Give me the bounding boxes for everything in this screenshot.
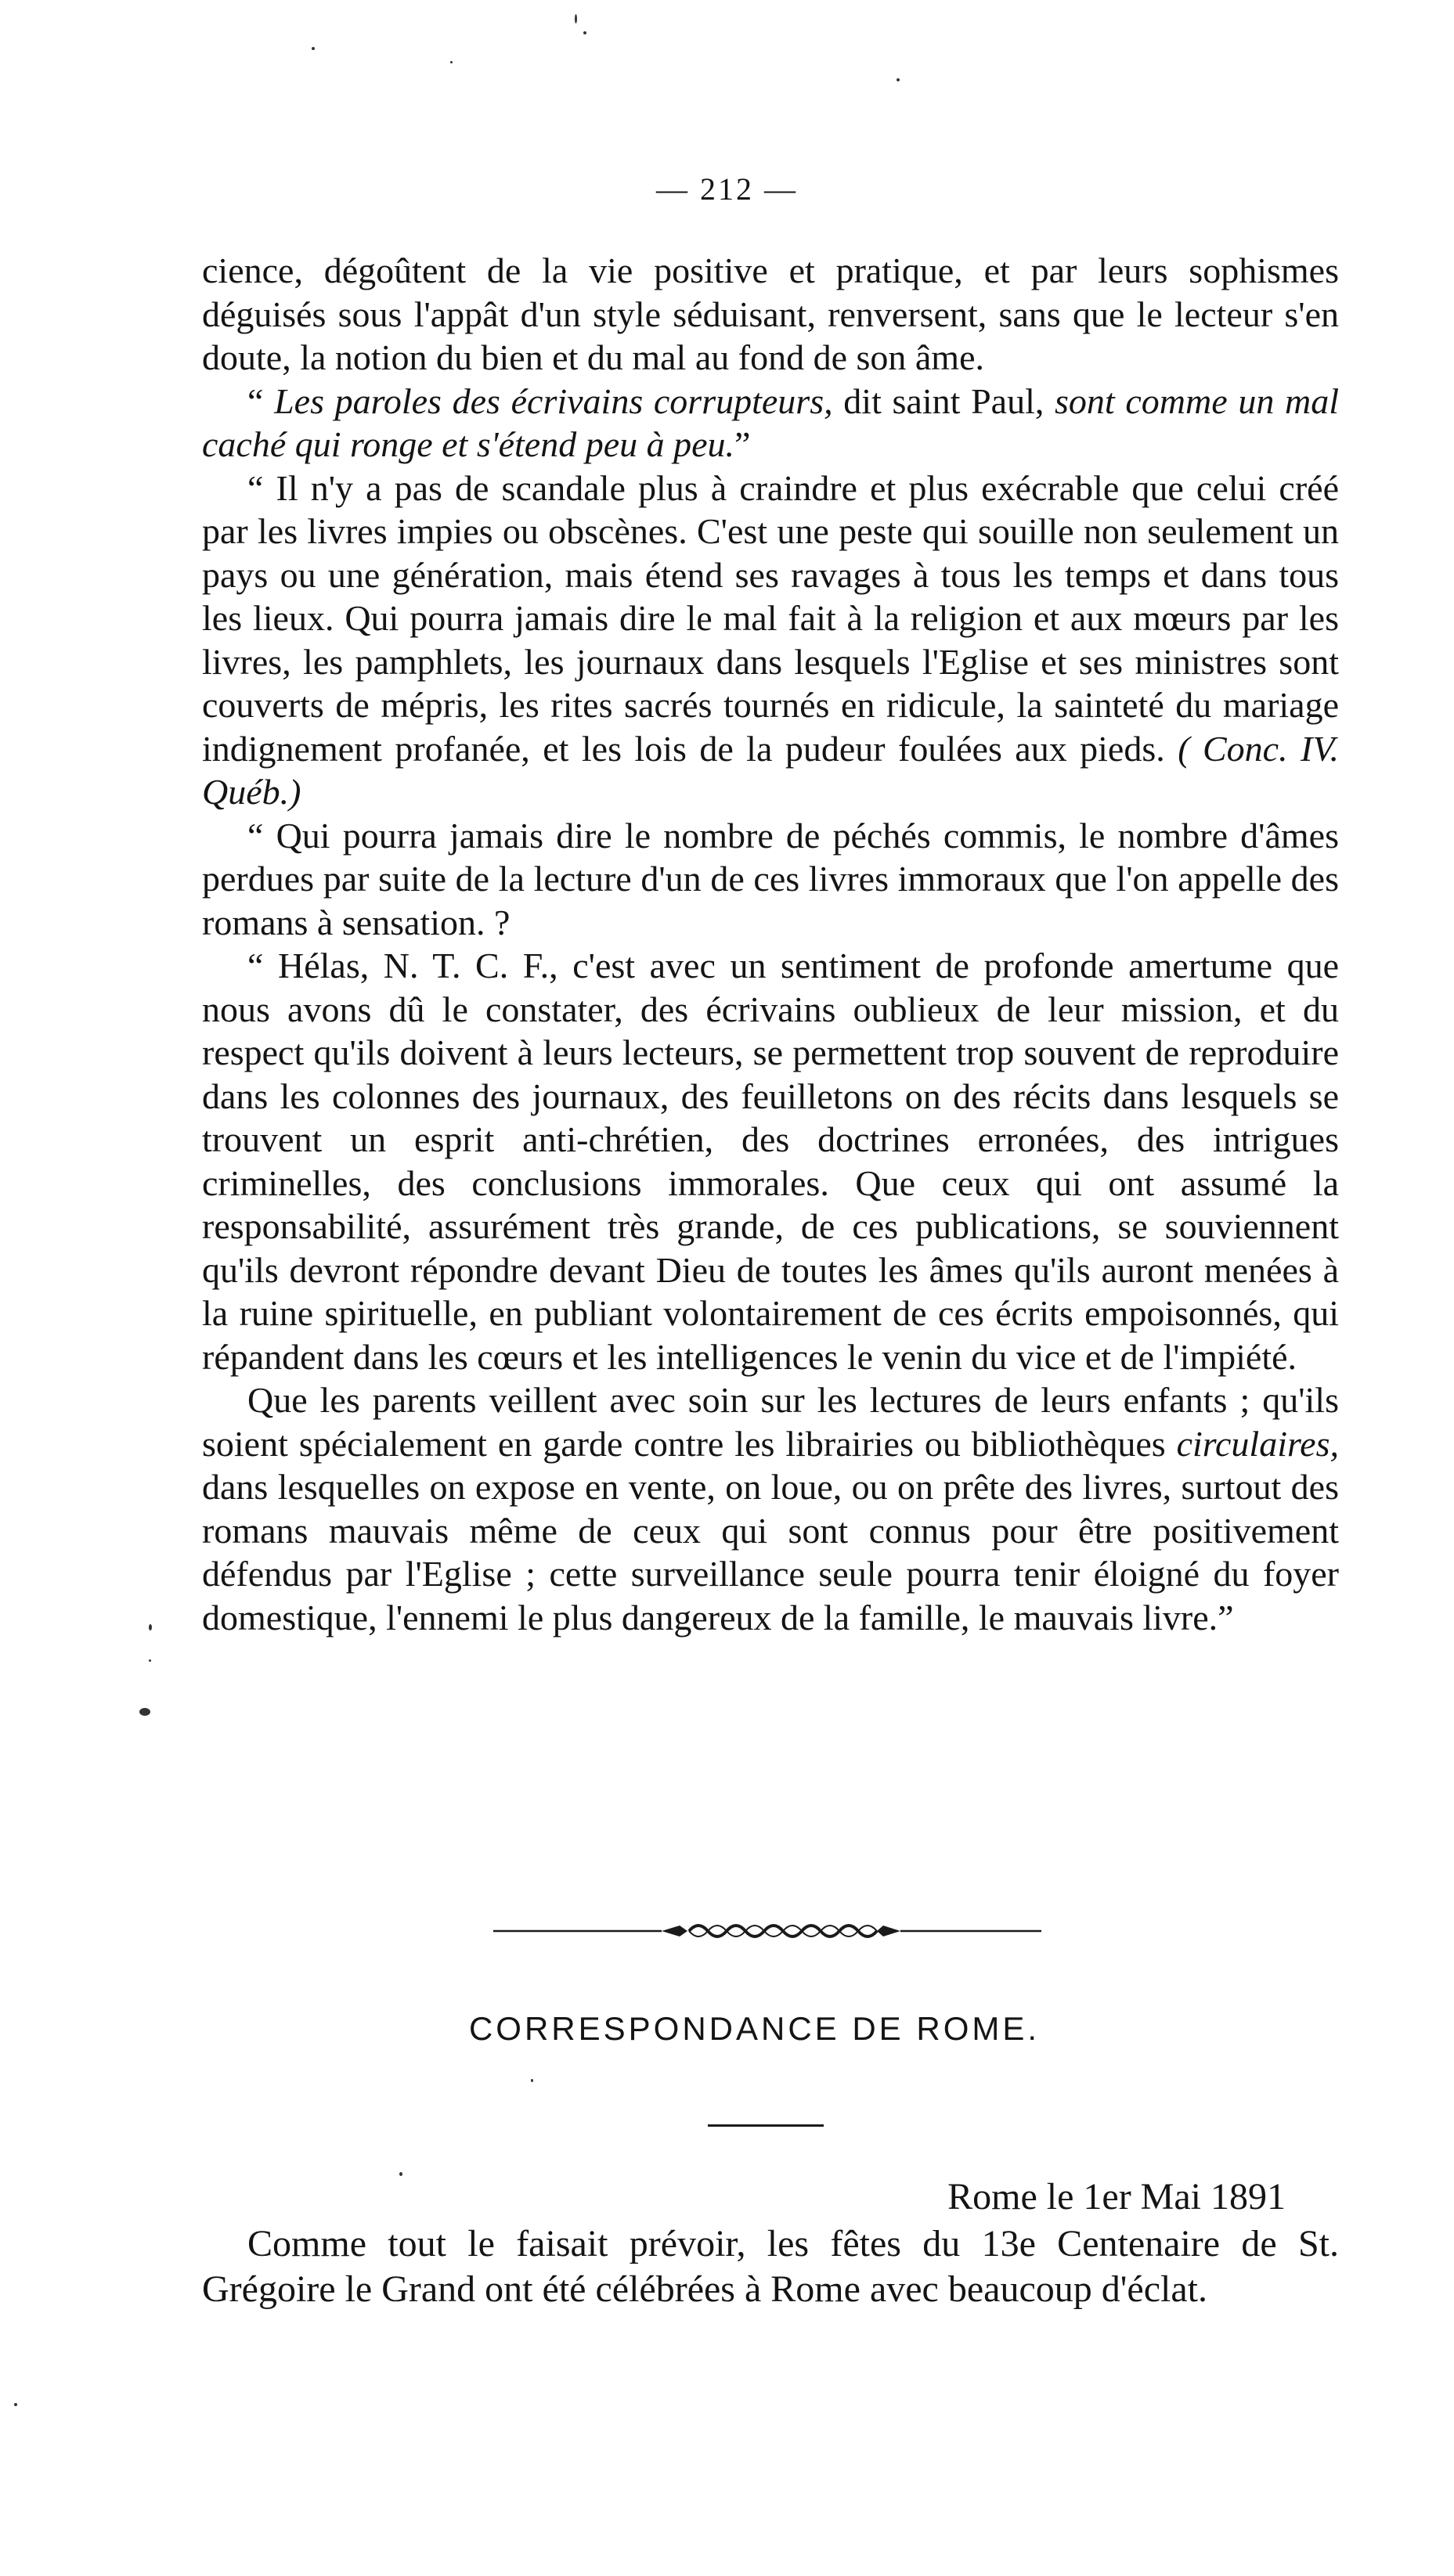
scan-speck [583,31,586,34]
scan-speck [149,1659,151,1662]
italic-text: Les paroles des écrivains corrupteurs, [274,380,833,421]
ornamental-divider [493,1919,1041,1943]
paragraph-text: dit saint Paul, [832,380,1055,421]
paragraph [202,380,1339,467]
scan-speck [149,1624,152,1630]
paragraph-text: “ Qui pourra jamais dire le nombre de péchés commis, le nombre d'âmes perdues par suite de la lecture d'un de ces livres immoraux que l'on appelle des romans à sensation. ? [202,815,1339,942]
section-title: CORRESPONDANCE DE ROME. [468,2010,1041,2047]
paragraph-text: ” [734,424,751,464]
paragraph [202,467,1339,814]
paragraph-text: cience, dégoûtent de la vie positive et pratique, et par leurs sophismes déguisés sous l'appât d'un style séduisant, renversent, sans que le lecteur s'en doute, la notion du bien et du mal au fond de son âme. [202,250,1339,377]
paragraph [202,249,1339,380]
paragraph [202,944,1339,1378]
paragraph-text: Que les parents veillent avec soin sur les lectures de leurs enfants ; qu'ils soient spécialement en garde contre les librairies ou bibliothèques [202,1380,1339,1464]
scan-speck [14,2403,17,2406]
letter-text [202,2221,1339,2312]
scan-speck [312,47,315,50]
scan-speck [531,2079,533,2082]
scan-speck [897,78,900,81]
scan-speck [575,14,577,23]
paragraph-text: dans lesquelles on expose en vente, on loue, ou on prête des livres, surtout des romans mauvais même de ceux qui sont connus pour être positivement défendus par l'Eglise ; cette surveillance seule pourra tenir éloigné du foyer domestique, l'ennemi le plus dangereux de la famille, le mauvais livre.” [202,1467,1339,1637]
italic-text: circulaires, [1176,1423,1339,1464]
italic-text: sont comme un mal caché qui ronge et s'étend peu à peu. [202,380,1339,464]
scan-speck [399,2172,402,2176]
paragraph [202,1378,1339,1639]
body-text [202,249,1339,1639]
scan-speck [139,1708,150,1716]
title-rule [708,2124,824,2127]
italic-text: ( Conc. IV. Québ.) [202,728,1339,812]
page-number: — 212 — [656,171,798,207]
paragraph [202,814,1339,945]
scan-speck [450,61,453,63]
paragraph-text: “ Hélas, N. T. C. F., c'est avec un sentiment de profonde amertume que nous avons dû le constater, des écrivains oublieux de leur mission, et du respect qu'ils doivent à leurs lecteurs, se permettent trop souvent de reproduire dans les colonnes des journaux, des feuilletons on des récits dans lesquels se trouvent un esprit anti-chrétien, des doctrines erronées, des intrigues criminelles, des conclusions immorales. Que ceux qui ont assumé la responsabilité, assurément très grande, de ces publications, se souviennent qu'ils devront répondre devant Dieu de toutes les âmes qu'ils auront menées à la ruine spirituelle, en publiant volontairement de ces écrits empoisonnés, qui répandent dans les cœurs et les intelligences le venin du vice et de l'impiété. [202,946,1339,1377]
paragraph-text: “ [247,380,275,421]
letter-paragraph: Comme tout le faisait prévoir, les fêtes du 13e Centenaire de St. Grégoire le Grand ont été célébrées à Rome avec beaucoup d'éclat. [202,2223,1339,2310]
paragraph-text: “ Il n'y a pas de scandale plus à craindre et plus exécrable que celui créé par les livres impies ou obscènes. C'est une peste qui souille non seulement un pays ou une génération, mais étend ses ravages à tous les temps et dans tous les lieux. Qui pourra jamais dire le mal fait à la religion et aux mœurs par les livres, les pamphlets, les journaux dans lesquels l'Eglise et ses ministres sont couverts de mépris, les rites sacrés tournés en ridicule, la sainteté du mariage indignement profanée, et les lois de la pudeur foulées aux pieds. [202,467,1339,769]
dateline: Rome le 1er Mai 1891 [947,2176,1286,2218]
